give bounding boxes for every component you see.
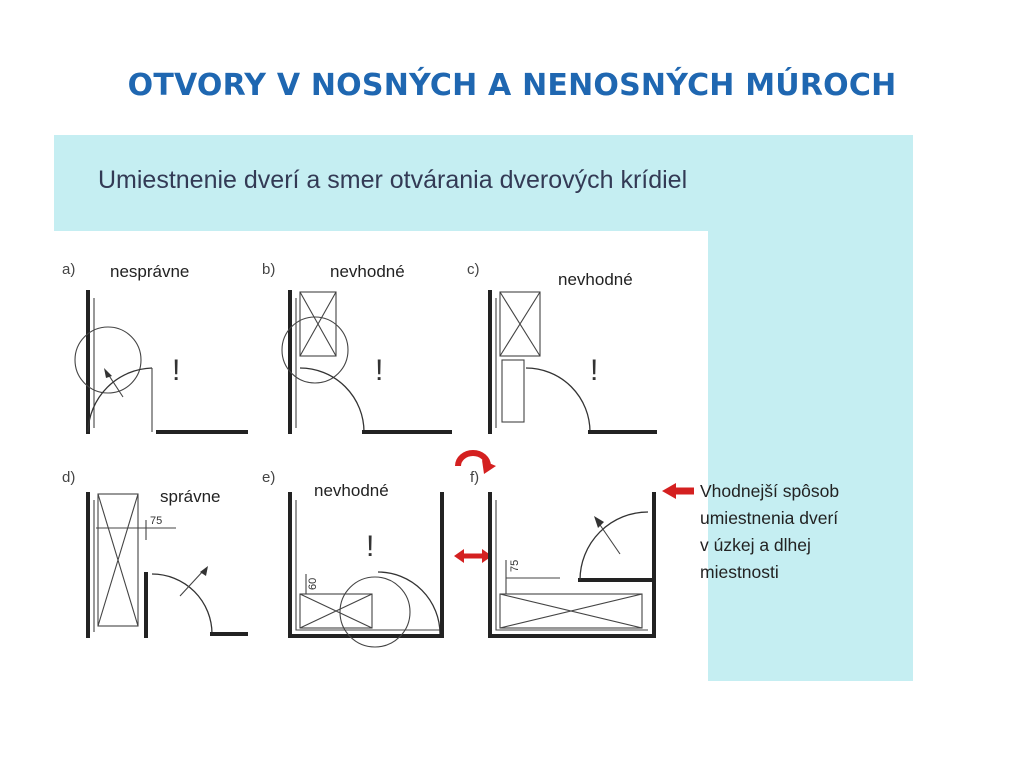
panel-d-label: správne xyxy=(160,487,221,506)
slide-title: OTVORY V NOSNÝCH A NENOSNÝCH MÚROCH xyxy=(127,68,897,103)
panel-c-letter: c) xyxy=(467,261,480,278)
panel-a-label: nesprávne xyxy=(110,262,190,281)
note-line-3: v úzkej a dlhej xyxy=(700,535,811,555)
note-line-1: Vhodnejší spôsob xyxy=(700,481,840,501)
panel-e-label: nevhodné xyxy=(314,481,389,500)
panel-b-letter: b) xyxy=(262,261,276,278)
figure-heading: Umiestnenie dverí a smer otvárania dverových krídiel xyxy=(98,166,688,194)
panel-e-letter: e) xyxy=(262,469,276,486)
panel-a-letter: a) xyxy=(62,261,76,278)
panel-d-dimension: 75 xyxy=(150,515,163,527)
note-line-4: miestnosti xyxy=(700,562,779,582)
panel-a-exclamation: ! xyxy=(172,354,181,387)
panel-e-exclamation: ! xyxy=(366,530,375,563)
panel-b-label: nevhodné xyxy=(330,262,405,281)
panel-e-dimension: 60 xyxy=(307,577,319,590)
note-line-2: umiestnenia dverí xyxy=(700,508,839,528)
white-figure-area xyxy=(54,231,708,681)
panel-c-label: nevhodné xyxy=(558,270,633,289)
panel-f-dimension: 75 xyxy=(509,559,521,572)
panel-b-exclamation: ! xyxy=(375,354,384,387)
panel-c-exclamation: ! xyxy=(590,354,599,387)
panel-f-letter: f) xyxy=(470,469,480,486)
panel-d-letter: d) xyxy=(62,469,76,486)
cyan-sidebar xyxy=(708,135,913,681)
